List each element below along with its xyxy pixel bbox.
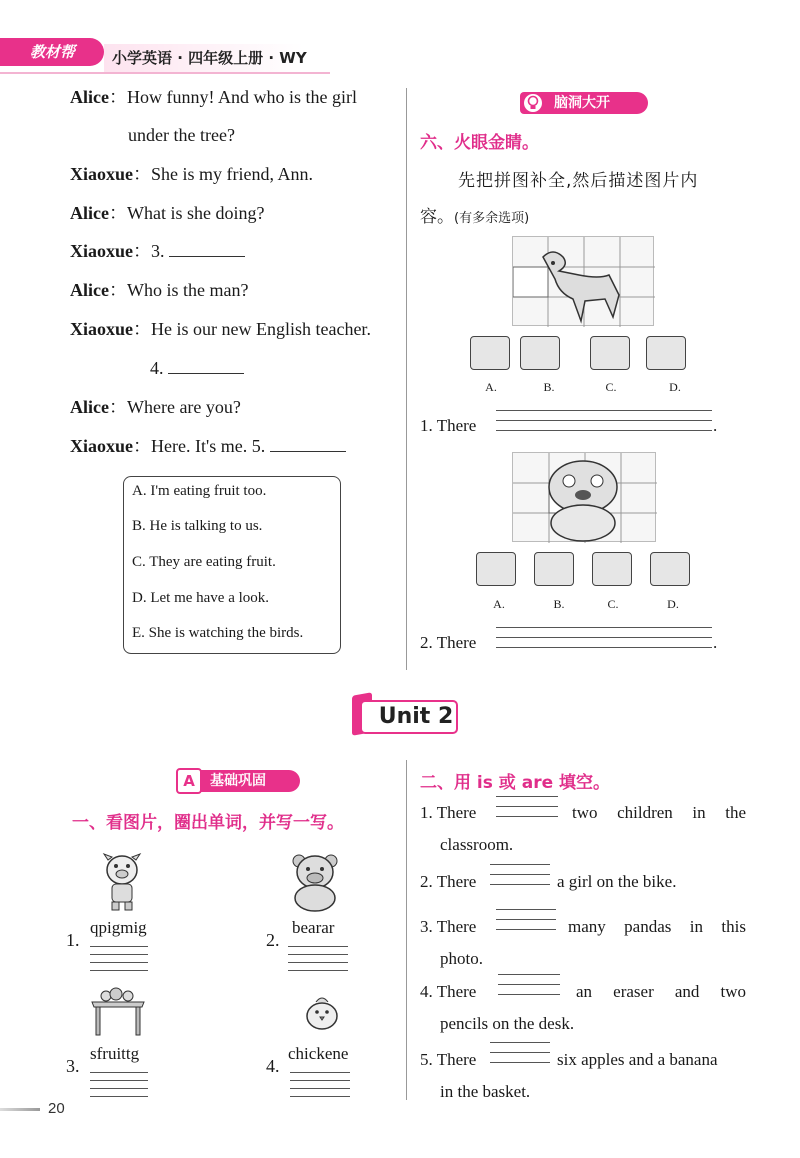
answer-blank-3[interactable] (169, 243, 245, 257)
option-item: E. She is watching the birds. (132, 625, 304, 641)
fill-blank-1[interactable] (496, 796, 558, 824)
answer-line[interactable] (496, 647, 712, 648)
brain-heading: 六、火眼金睛。 (420, 133, 539, 153)
fill-blank-3[interactable] (496, 909, 556, 937)
piece-label: D. (667, 597, 679, 611)
item-number: 3. (66, 1056, 80, 1076)
write-line[interactable] (288, 954, 348, 955)
puzzle-image-dog (512, 452, 656, 542)
section-a-letter: A (176, 768, 202, 794)
dialogue-line: Xiaoxue：She is my friend, Ann. (70, 164, 313, 184)
dialogue-line: Xiaoxue：Here. It's me. 5. (70, 435, 346, 457)
item-number: 4. (266, 1056, 280, 1076)
fill-blank-5[interactable] (490, 1042, 550, 1070)
column-divider (406, 88, 407, 670)
fill-item-1: 1. There (420, 803, 477, 822)
piece-label: D. (669, 380, 681, 394)
period: . (713, 633, 718, 652)
puzzle-piece-b[interactable] (520, 336, 560, 370)
dialogue-line: 4. (150, 357, 244, 379)
lightbulb-icon (522, 92, 544, 114)
puzzle-piece-c[interactable] (592, 552, 632, 586)
write-line[interactable] (290, 1072, 350, 1073)
fill-item-3: 3. There (420, 917, 477, 936)
write-line[interactable] (90, 1088, 148, 1089)
unit-title: Unit 2 (360, 700, 458, 734)
write-line[interactable] (288, 962, 348, 963)
fill-item-3-rest: many pandas in this (568, 917, 746, 936)
letter-string[interactable]: chickene (288, 1044, 349, 1063)
period: . (713, 416, 718, 435)
item-number: 2. (266, 930, 280, 950)
answer-line[interactable] (496, 627, 712, 628)
write-line[interactable] (290, 1088, 350, 1089)
fill-item-5: 5. There (420, 1050, 477, 1069)
write-line[interactable] (90, 1096, 148, 1097)
book-title: 小学英语 · 四年级上册 · WY (112, 49, 307, 67)
answer-blank-4[interactable] (168, 360, 244, 374)
fill-item-4-cont: pencils on the desk. (440, 1014, 575, 1033)
brain-instruction-2: 容。(有多余选项) (420, 207, 530, 227)
puzzle-image-goat (512, 236, 654, 326)
piece-label: B. (553, 597, 565, 611)
write-line[interactable] (90, 962, 148, 963)
brain-q2: 2. There (420, 633, 477, 652)
write-line[interactable] (290, 1080, 350, 1081)
write-line[interactable] (90, 1072, 148, 1073)
puzzle-piece-d[interactable] (646, 336, 686, 370)
brain-pill: 脑洞大开 (520, 92, 648, 114)
answer-line[interactable] (496, 420, 712, 421)
header-rule (0, 72, 330, 74)
fill-item-2: 2. There (420, 872, 477, 891)
puzzle-piece-c[interactable] (590, 336, 630, 370)
dialogue-line: under the tree? (128, 125, 235, 145)
fill-item-1-rest: two children in the (572, 803, 746, 822)
piece-label: A. (485, 380, 497, 394)
letter-string[interactable]: bearar (292, 918, 335, 937)
letter-string[interactable]: sfruittg (90, 1044, 140, 1063)
fill-item-1-cont: classroom. (440, 835, 514, 854)
piece-label: B. (543, 380, 555, 394)
brand-badge: 教材帮 (0, 38, 104, 66)
write-line[interactable] (90, 946, 148, 947)
brain-instruction: 先把拼图补全,然后描述图片内 (458, 171, 699, 191)
fruit-table-image (88, 986, 148, 1036)
fill-item-5-cont: in the basket. (440, 1082, 531, 1101)
puzzle-piece-d[interactable] (650, 552, 690, 586)
section-b-heading: 二、用 is 或 are 填空。 (420, 773, 611, 793)
option-item: C. They are eating fruit. (132, 554, 276, 570)
piece-label: C. (607, 597, 619, 611)
write-line[interactable] (90, 1080, 148, 1081)
page-number-decoration (0, 1108, 40, 1111)
fill-item-3-cont: photo. (440, 949, 483, 968)
option-item: A. I'm eating fruit too. (132, 483, 267, 499)
bear-image (290, 852, 340, 912)
puzzle-piece-b[interactable] (534, 552, 574, 586)
piece-label: C. (605, 380, 617, 394)
chicken-image (302, 992, 342, 1032)
dialogue-line: Alice：Where are you? (70, 397, 241, 417)
answer-line[interactable] (496, 430, 712, 431)
dialogue-line: Xiaoxue：3. (70, 240, 245, 262)
write-line[interactable] (288, 970, 348, 971)
write-line[interactable] (288, 946, 348, 947)
puzzle-piece-a[interactable] (470, 336, 510, 370)
fill-item-5-rest: six apples and a banana (557, 1050, 718, 1069)
puzzle-piece-a[interactable] (476, 552, 516, 586)
dialogue-line: Alice：Who is the man? (70, 280, 249, 300)
dialogue-line: Alice：What is she doing? (70, 203, 265, 223)
answer-line[interactable] (496, 637, 712, 638)
fill-item-4-rest: an eraser and two (576, 982, 746, 1001)
letter-string[interactable]: qpigmig (90, 918, 147, 937)
section-a-pill: 基础巩固 (176, 770, 300, 792)
fill-blank-4[interactable] (498, 974, 560, 1002)
dialogue-line: Alice：How funny! And who is the girl (70, 87, 357, 107)
page-number: 20 (48, 1100, 65, 1117)
section-a-heading: 一、看图片，圈出单词，并写一写。 (72, 813, 344, 833)
fill-item-4: 4. There (420, 982, 477, 1001)
option-item: D. Let me have a look. (132, 590, 270, 606)
fill-item-2-rest: a girl on the bike. (557, 872, 677, 891)
write-line[interactable] (90, 954, 148, 955)
dialogue-line: Xiaoxue：He is our new English teacher. (70, 319, 371, 339)
option-item: B. He is talking to us. (132, 518, 263, 534)
column-divider (406, 760, 407, 1100)
brain-q1: 1. There (420, 416, 477, 435)
write-line[interactable] (290, 1096, 350, 1097)
fill-blank-2[interactable] (490, 864, 550, 892)
answer-blank-5[interactable] (270, 438, 346, 452)
item-number: 1. (66, 930, 80, 950)
piece-label: A. (493, 597, 505, 611)
write-line[interactable] (90, 970, 148, 971)
pig-image (100, 852, 144, 912)
answer-line[interactable] (496, 410, 712, 411)
